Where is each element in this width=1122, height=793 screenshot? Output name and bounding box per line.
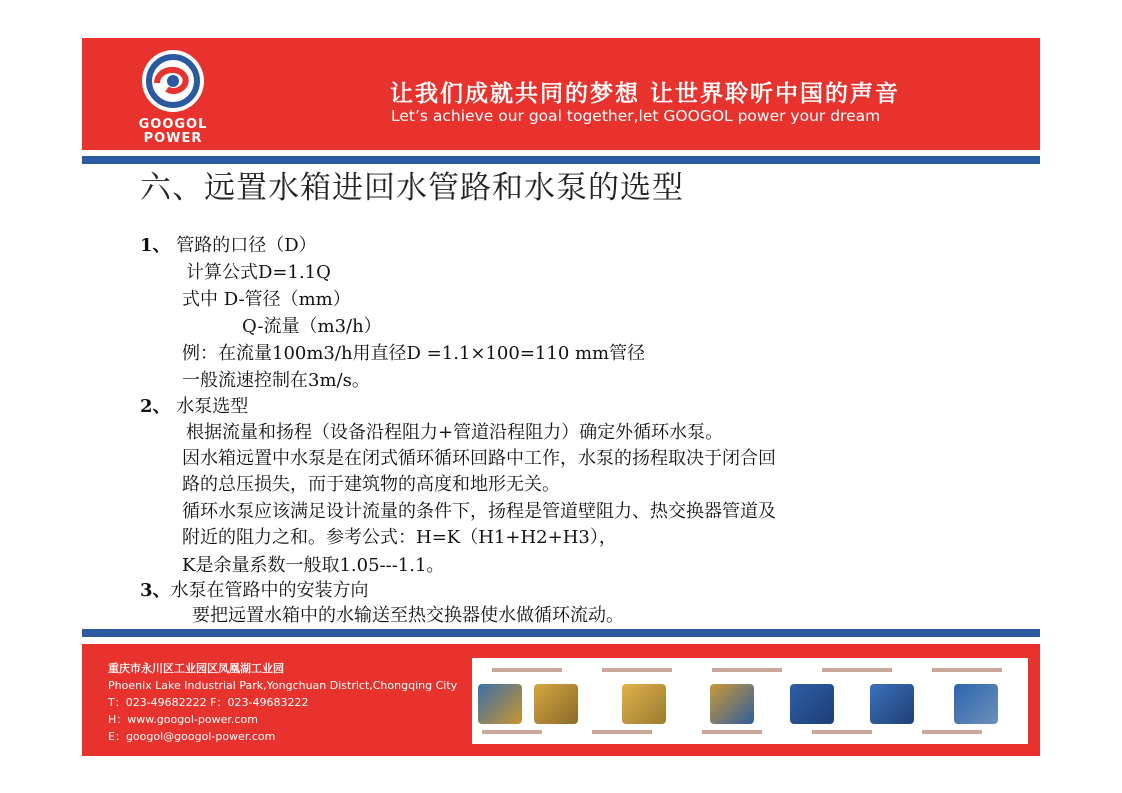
logo-swirl-icon — [142, 50, 204, 112]
section-2-title: 水泵选型 — [170, 396, 249, 417]
section-1-def-q: Q-流量（m3/h） — [242, 316, 382, 337]
website: H：www.googol-power.com — [108, 713, 258, 726]
engine-product-strip — [472, 658, 1028, 744]
engine-caption — [812, 730, 872, 734]
section-2-line-2: 因水箱远置中水泵是在闭式循环循环回路中工作，水泵的扬程取决于闭合回 — [182, 448, 776, 469]
engine-caption — [702, 730, 762, 734]
logo-text-power: POWER — [143, 131, 203, 146]
email: E：googol@googol-power.com — [108, 730, 276, 743]
engine-image — [622, 684, 666, 724]
address-english: Phoenix Lake Industrial Park,Yongchuan District,Chongqing City — [108, 679, 458, 692]
engine-caption — [592, 730, 652, 734]
section-2-line-6: K是余量系数一般取1.05---1.1。 — [182, 555, 445, 576]
section-3-number: 3、 — [140, 580, 171, 601]
engine-image — [954, 684, 998, 724]
section-2-number: 2、 — [140, 396, 171, 417]
footer-divider — [82, 629, 1040, 637]
section-1-title: 管路的口径（D） — [170, 235, 317, 256]
engine-image — [534, 684, 578, 724]
section-3-line-1: 要把远置水箱中的水输送至热交换器使水做循环流动。 — [192, 605, 624, 626]
address-chinese: 重庆市永川区工业园区凤凰湖工业园 — [108, 662, 284, 675]
logo-text-googol: GOOGOL — [138, 117, 208, 132]
engine-caption — [922, 730, 982, 734]
section-2-line-5: 附近的阻力之和。参考公式：H=K（H1+H2+H3）， — [182, 527, 617, 548]
engine-caption — [712, 668, 782, 672]
section-1-number: 1、 — [140, 235, 171, 256]
engine-caption — [932, 668, 1002, 672]
section-2-heading — [140, 396, 248, 418]
engine-image — [710, 684, 754, 724]
tel-fax: T：023-49682222 F：023-49683222 — [108, 696, 309, 709]
section-1-formula: 计算公式D=1.1Q — [186, 262, 331, 283]
footer-banner — [82, 644, 1040, 756]
engine-caption — [602, 668, 672, 672]
page-title: 六、远置水箱进回水管路和水泵的选型 — [140, 170, 684, 206]
googol-power-logo — [134, 50, 212, 146]
engine-image — [870, 684, 914, 724]
section-2-line-4: 循环水泵应该满足设计流量的条件下，扬程是管道壁阻力、热交换器管道及 — [182, 501, 776, 522]
section-3-heading — [140, 580, 369, 602]
engine-image — [478, 684, 522, 724]
section-1-def-d: 式中 D-管径（mm） — [182, 289, 351, 310]
header-banner — [82, 38, 1040, 150]
engine-caption — [822, 668, 892, 672]
engine-caption — [482, 730, 542, 734]
engine-caption — [492, 668, 562, 672]
section-1-heading — [140, 235, 317, 257]
section-1-example: 例：在流量100m3/h用直径D =1.1×100=110 mm管径 — [182, 343, 646, 364]
slogan-english: Let’s achieve our goal together,let GOOGOL power your dream — [391, 107, 881, 125]
section-2-line-3: 路的总压损失，而于建筑物的高度和地形无关。 — [182, 474, 560, 495]
section-1-velocity: 一般流速控制在3m/s。 — [182, 370, 370, 391]
section-2-line-1: 根据流量和扬程（设备沿程阻力+管道沿程阻力）确定外循环水泵。 — [186, 422, 724, 443]
slogan-chinese: 让我们成就共同的梦想 让世界聆听中国的声音 — [390, 81, 901, 107]
section-3-title: 水泵在管路中的安装方向 — [170, 580, 369, 601]
engine-image — [790, 684, 834, 724]
